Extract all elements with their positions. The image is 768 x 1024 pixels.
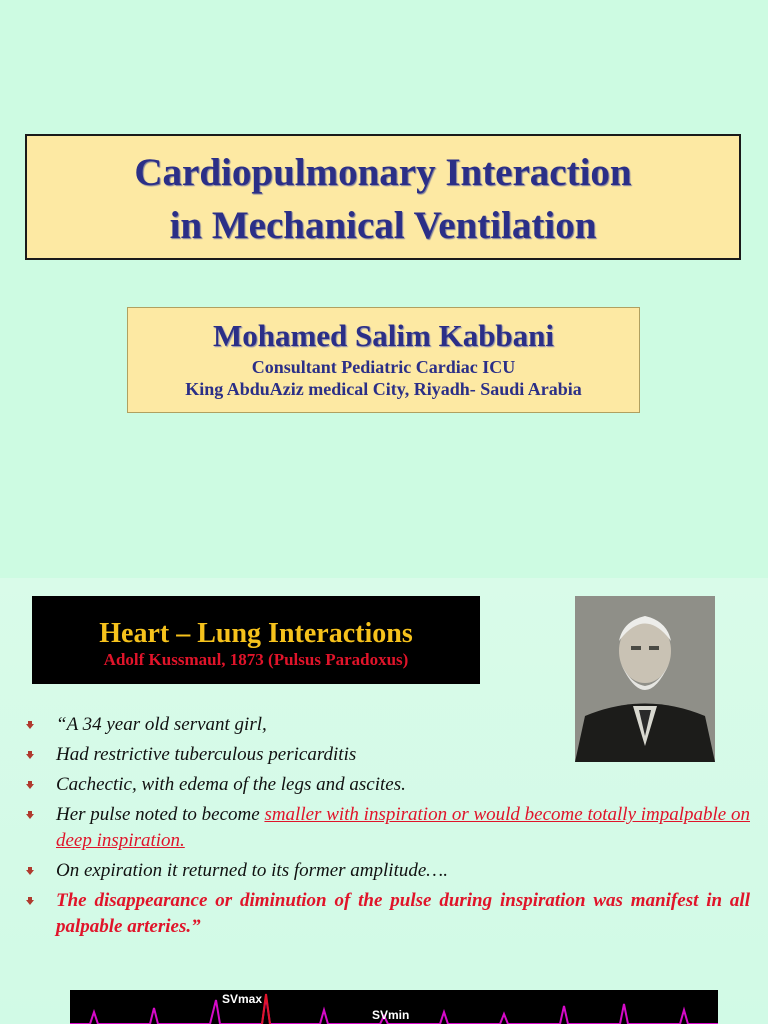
title-line-2: in Mechanical Ventilation (169, 204, 597, 247)
svmin-label: SVmin (372, 1008, 410, 1022)
author-box (127, 307, 640, 413)
arrow-bullet-icon (26, 867, 34, 875)
bullet-list (22, 712, 750, 944)
author-institution: King AbduAziz medical City, Riyadh- Saudi Arabia (185, 379, 582, 399)
author-name: Mohamed Salim Kabbani (212, 318, 555, 353)
list-item (22, 772, 750, 798)
pressure-waveform-chart (70, 990, 718, 1024)
slide-heading: Heart – Lung Interactions (99, 618, 413, 649)
bullet-text: The disappearance or diminution of the pulse during inspiration was manifest in all palpable arteries.” (56, 890, 750, 937)
bullet-text: “A 34 year old servant girl, (56, 714, 267, 735)
list-item (22, 888, 750, 940)
author-role: Consultant Pediatric Cardiac ICU (251, 357, 516, 377)
arrow-bullet-icon (26, 751, 34, 759)
svmax-label: SVmax (222, 992, 263, 1006)
title-line-1: Cardiopulmonary Interaction (134, 151, 632, 194)
arrow-bullet-icon (26, 721, 34, 729)
list-item (22, 742, 750, 768)
bullet-text: Had restrictive tuberculous pericarditis (56, 744, 357, 765)
bullet-text: Cachectic, with edema of the legs and ascites. (56, 774, 406, 795)
arrow-bullet-icon (26, 897, 34, 905)
list-item (22, 802, 750, 854)
arrow-bullet-icon (26, 811, 34, 819)
highlighted-text: smaller with inspiration or would become totally impalpable on deep inspiration. (56, 804, 750, 851)
slide-subheading: Adolf Kussmaul, 1873 (Pulsus Paradoxus) (103, 650, 409, 669)
title-box (25, 134, 741, 260)
heading-box (32, 596, 480, 684)
bullet-text: Her pulse noted to become (56, 804, 265, 825)
bullet-text: On expiration it returned to its former amplitude…. (56, 860, 448, 881)
arrow-bullet-icon (26, 781, 34, 789)
list-item (22, 858, 750, 884)
list-item (22, 712, 750, 738)
